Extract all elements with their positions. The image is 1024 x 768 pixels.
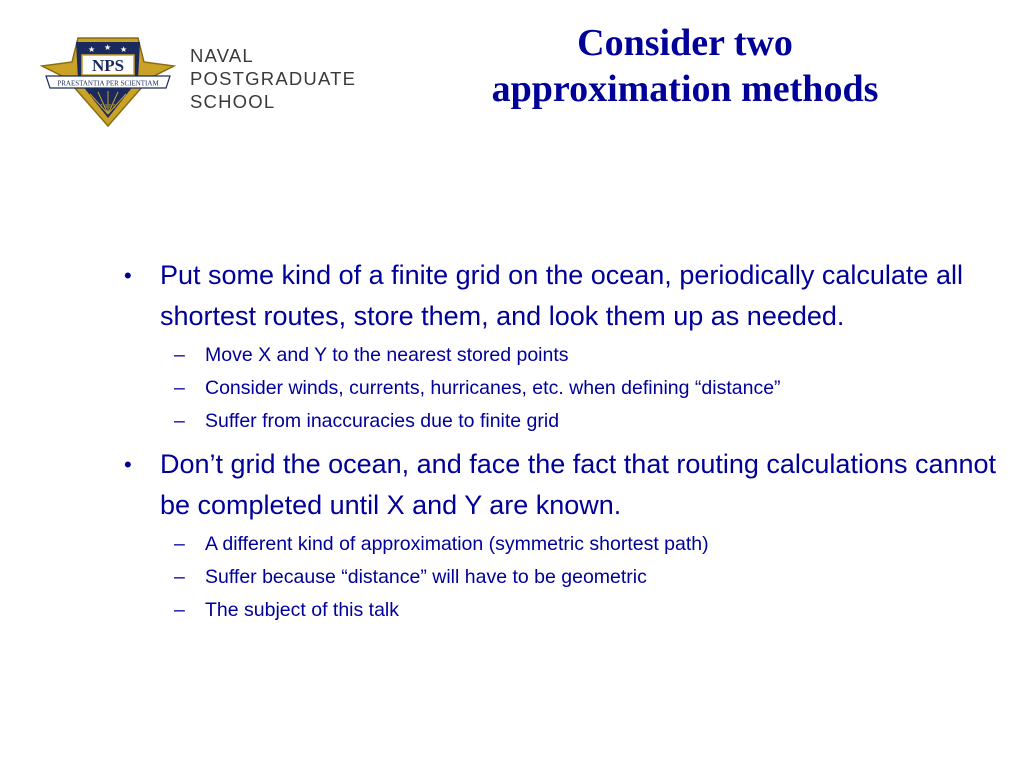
bullet-text: Don’t grid the ocean, and face the fact that routing calculations cannot be completed until X and Y are known. <box>160 449 997 520</box>
title-line-1: Consider two <box>577 22 793 64</box>
bullet-group-2 <box>118 444 998 627</box>
wordmark-line-3: SCHOOL <box>190 91 276 112</box>
sub-bullet-item <box>118 594 998 627</box>
shield-motto: PRAESTANTIA PER SCIENTIAM <box>57 79 159 88</box>
sub-bullet-item <box>118 528 998 561</box>
shield-year: 1 9 0 9 <box>100 104 116 110</box>
dash-icon: – <box>174 344 185 366</box>
dash-icon: – <box>174 599 185 621</box>
svg-text:★: ★ <box>88 45 96 54</box>
sub-bullet-item <box>118 561 998 594</box>
nps-logo <box>38 28 368 128</box>
dash-icon: – <box>174 410 185 432</box>
sub-bullet-item <box>118 405 998 438</box>
shield-nps-text: NPS <box>91 56 125 75</box>
dash-icon: – <box>174 533 185 555</box>
sub-bullet-text: Move X and Y to the nearest stored points <box>205 344 569 366</box>
wordmark-line-1: NAVAL <box>190 45 254 66</box>
sub-bullet-text: Suffer from inaccuracies due to finite grid <box>205 410 560 432</box>
bullet-item <box>118 444 998 526</box>
slide-title <box>420 20 950 112</box>
svg-text:★: ★ <box>120 45 128 54</box>
svg-text:★: ★ <box>104 43 112 52</box>
bullet-text: Put some kind of a finite grid on the ocean, periodically calculate all shortest routes, store them, and look them up as needed. <box>160 260 963 331</box>
bullet-icon: • <box>124 452 132 477</box>
wordmark <box>190 44 356 113</box>
bullet-item <box>118 255 998 337</box>
bullet-icon: • <box>124 263 132 288</box>
sub-bullet-text: The subject of this talk <box>205 599 400 621</box>
nps-shield-emblem <box>38 28 178 128</box>
slide-body <box>118 255 998 633</box>
sub-bullet-item <box>118 372 998 405</box>
sub-bullet-text: Consider winds, currents, hurricanes, etc. when defining “distance” <box>205 377 781 399</box>
dash-icon: – <box>174 566 185 588</box>
sub-bullet-text: Suffer because “distance” will have to be geometric <box>205 566 647 588</box>
sub-bullet-text: A different kind of approximation (symmetric shortest path) <box>205 533 709 555</box>
dash-icon: – <box>174 377 185 399</box>
sub-bullet-item <box>118 339 998 372</box>
bullet-group-1 <box>118 255 998 438</box>
title-line-2: approximation methods <box>491 68 879 110</box>
wordmark-line-2: POSTGRADUATE <box>190 68 357 89</box>
